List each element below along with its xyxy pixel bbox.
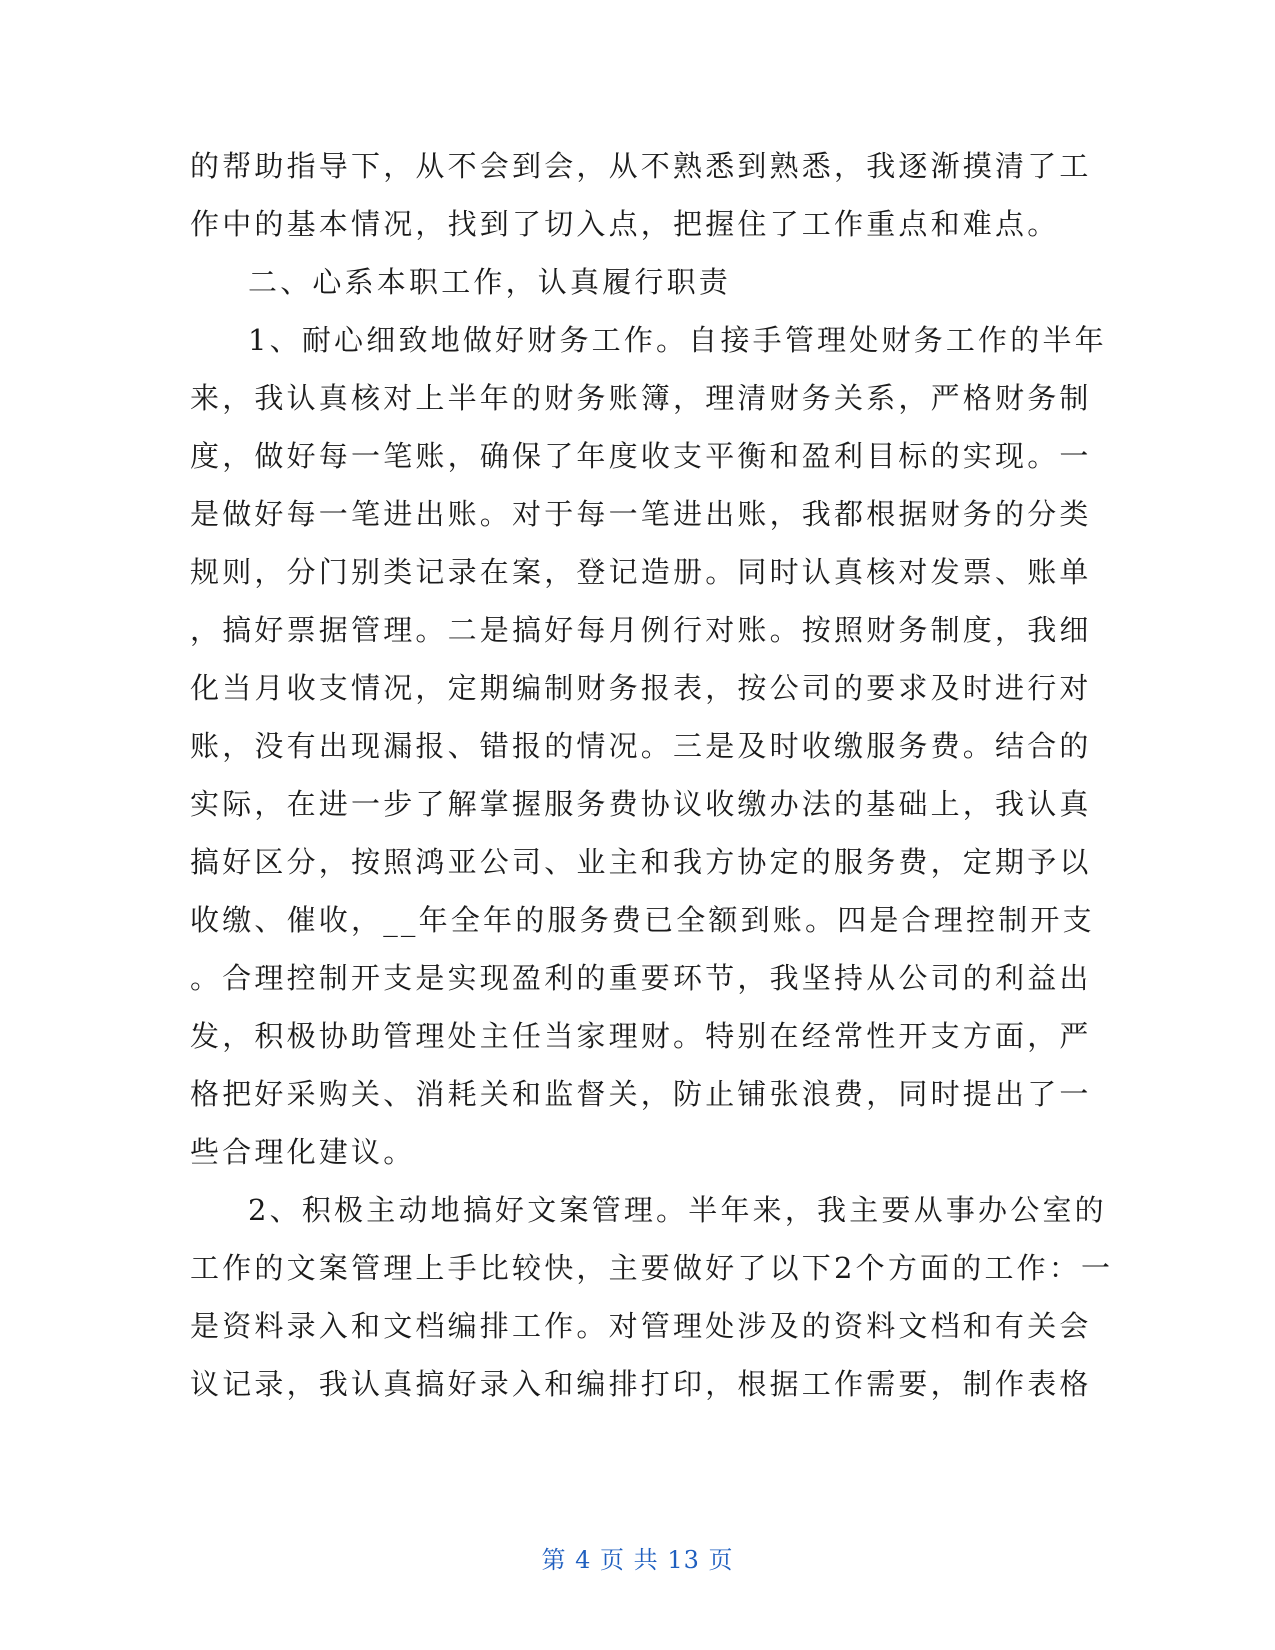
paragraph-start-line: 1、耐心细致地做好财务工作。自接手管理处财务工作的半年: [248, 323, 1107, 357]
text-line: 来，我认真核对上半年的财务账簿，理清财务关系，严格财务制: [190, 381, 1092, 415]
paragraph-start-line: 2、积极主动地搞好文案管理。半年来，我主要从事办公室的: [248, 1193, 1107, 1227]
footer-page-number: 4: [575, 1546, 592, 1574]
text-line: 化当月收支情况，定期编制财务报表，按公司的要求及时进行对: [190, 671, 1092, 705]
text-line: ，搞好票据管理。二是搞好每月例行对账。按照财务制度，我细: [190, 613, 1092, 647]
text-line: 发，积极协助管理处主任当家理财。特别在经常性开支方面，严: [190, 1019, 1092, 1053]
section-heading: 二、心系本职工作，认真履行职责: [248, 265, 732, 299]
footer-middle: 页 共: [600, 1546, 659, 1574]
page-footer: [0, 1540, 1275, 1575]
text-line: 工作的文案管理上手比较快，主要做好了以下2个方面的工作：一: [190, 1251, 1114, 1285]
text-line: 账，没有出现漏报、错报的情况。三是及时收缴服务费。结合的: [190, 729, 1092, 763]
text-line: 是资料录入和文档编排工作。对管理处涉及的资料文档和有关会: [190, 1309, 1092, 1343]
text-line: 规则，分门别类记录在案，登记造册。同时认真核对发票、账单: [190, 555, 1092, 589]
text-line: 度，做好每一笔账，确保了年度收支平衡和盈利目标的实现。一: [190, 439, 1092, 473]
footer-total-pages: 13: [667, 1546, 700, 1574]
document-body: [190, 137, 1114, 1413]
text-line: 议记录，我认真搞好录入和编排打印，根据工作需要，制作表格: [190, 1367, 1092, 1401]
footer-suffix: 页: [708, 1546, 734, 1574]
text-line: 。合理控制开支是实现盈利的重要环节，我坚持从公司的利益出: [190, 961, 1092, 995]
text-line: 实际，在进一步了解掌握服务费协议收缴办法的基础上，我认真: [190, 787, 1092, 821]
text-line: 些合理化建议。: [190, 1135, 416, 1169]
text-line: 作中的基本情况，找到了切入点，把握住了工作重点和难点。: [190, 207, 1060, 241]
text-line: 是做好每一笔进出账。对于每一笔进出账，我都根据财务的分类: [190, 497, 1092, 531]
text-line: 收缴、催收，__年全年的服务费已全额到账。四是合理控制开支: [190, 903, 1095, 937]
text-line: 搞好区分，按照鸿亚公司、业主和我方协定的服务费，定期予以: [190, 845, 1092, 879]
footer-prefix: 第: [541, 1546, 567, 1574]
text-line: 格把好采购关、消耗关和监督关，防止铺张浪费，同时提出了一: [190, 1077, 1092, 1111]
text-line: 的帮助指导下，从不会到会，从不熟悉到熟悉，我逐渐摸清了工: [190, 149, 1092, 183]
